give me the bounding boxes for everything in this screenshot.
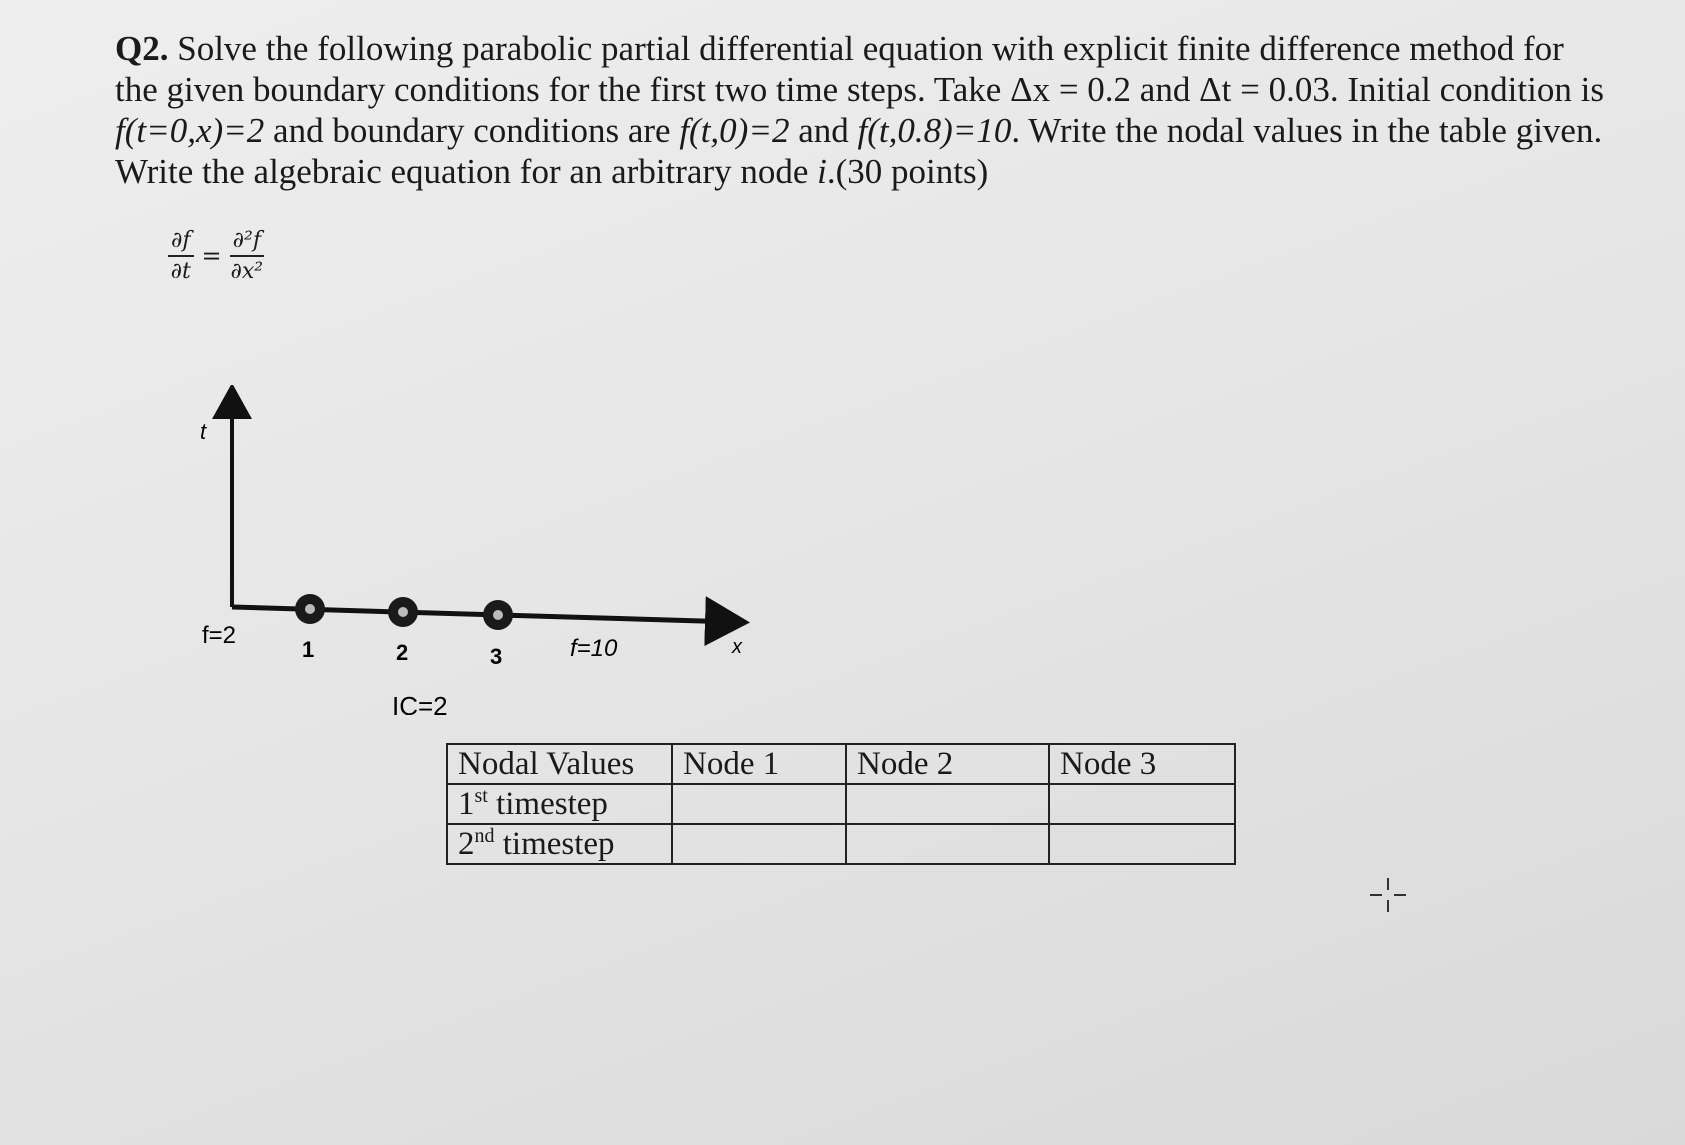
node-1-label: 1: [302, 637, 315, 662]
nodal-values-table-wrap: [446, 743, 1236, 865]
pde-lhs: [168, 228, 194, 284]
pde-equation: [168, 228, 264, 284]
pde-equals: =: [201, 242, 222, 270]
table-header-row: [447, 744, 1235, 784]
question-points: .(30 points): [826, 152, 989, 191]
node-2-label: 2: [396, 640, 409, 665]
question-number: Q2.: [115, 29, 169, 68]
row-label-suffix: nd: [474, 825, 495, 847]
row-label-text: timestep: [494, 826, 615, 862]
boundary-condition-right: f(t,0.8)=10: [857, 111, 1012, 150]
nodal-values-table: [446, 743, 1236, 865]
cell-t1-node1[interactable]: [672, 784, 846, 824]
cell-t1-node2[interactable]: [846, 784, 1049, 824]
grid-diagram: [180, 385, 760, 715]
node-2-marker: [388, 597, 418, 627]
cell-t2-node1[interactable]: [672, 824, 846, 864]
question-body-1: Solve the following parabolic partial differential equation with explicit finite difference method for the given boundary conditions for the first two time steps. Take Δx = 0.2 and Δt = 0.03. Initial condition is: [115, 29, 1604, 109]
cell-t1-node3[interactable]: [1049, 784, 1235, 824]
initial-condition-label: IC=2: [392, 691, 448, 715]
cell-t2-node2[interactable]: [846, 824, 1049, 864]
pde-rhs-denominator: ∂x²: [230, 259, 264, 284]
pde-lhs-numerator: ∂f: [168, 228, 194, 257]
node-3-label: 3: [490, 644, 503, 669]
row-label-timestep-2: [447, 824, 672, 864]
pde-rhs: [230, 228, 264, 284]
t-axis-label: t: [200, 419, 207, 444]
row-label-suffix: st: [474, 785, 488, 807]
right-boundary-label: f=10: [570, 635, 618, 662]
table-row: [447, 784, 1235, 824]
question-text: [115, 28, 1615, 192]
crosshair-cursor-icon: [1368, 876, 1408, 916]
pde-rhs-numerator: ∂²f: [230, 228, 264, 257]
header-node-1: Node 1: [672, 744, 846, 784]
header-nodal-values: Nodal Values: [447, 744, 672, 784]
question-body-2: and boundary conditions are: [264, 111, 680, 150]
pde-lhs-denominator: ∂t: [170, 259, 191, 284]
left-boundary-label: f=2: [202, 622, 237, 649]
node-variable: i: [817, 152, 827, 191]
row-label-number: 1: [458, 786, 475, 822]
question-and: and: [789, 111, 858, 150]
boundary-condition-left: f(t,0)=2: [679, 111, 790, 150]
row-label-text: timestep: [487, 786, 608, 822]
table-row: [447, 824, 1235, 864]
node-1-marker: [295, 594, 325, 624]
cell-t2-node3[interactable]: [1049, 824, 1235, 864]
initial-condition: f(t=0,x)=2: [115, 111, 265, 150]
x-axis-label: x: [732, 636, 742, 658]
row-label-number: 2: [458, 826, 475, 862]
node-3-marker: [483, 600, 513, 630]
row-label-timestep-1: [447, 784, 672, 824]
header-node-2: Node 2: [846, 744, 1049, 784]
header-node-3: Node 3: [1049, 744, 1235, 784]
question-body-3: . Write the nodal values in the table given. Write the algebraic equation for an arbitrary node: [115, 111, 1603, 191]
